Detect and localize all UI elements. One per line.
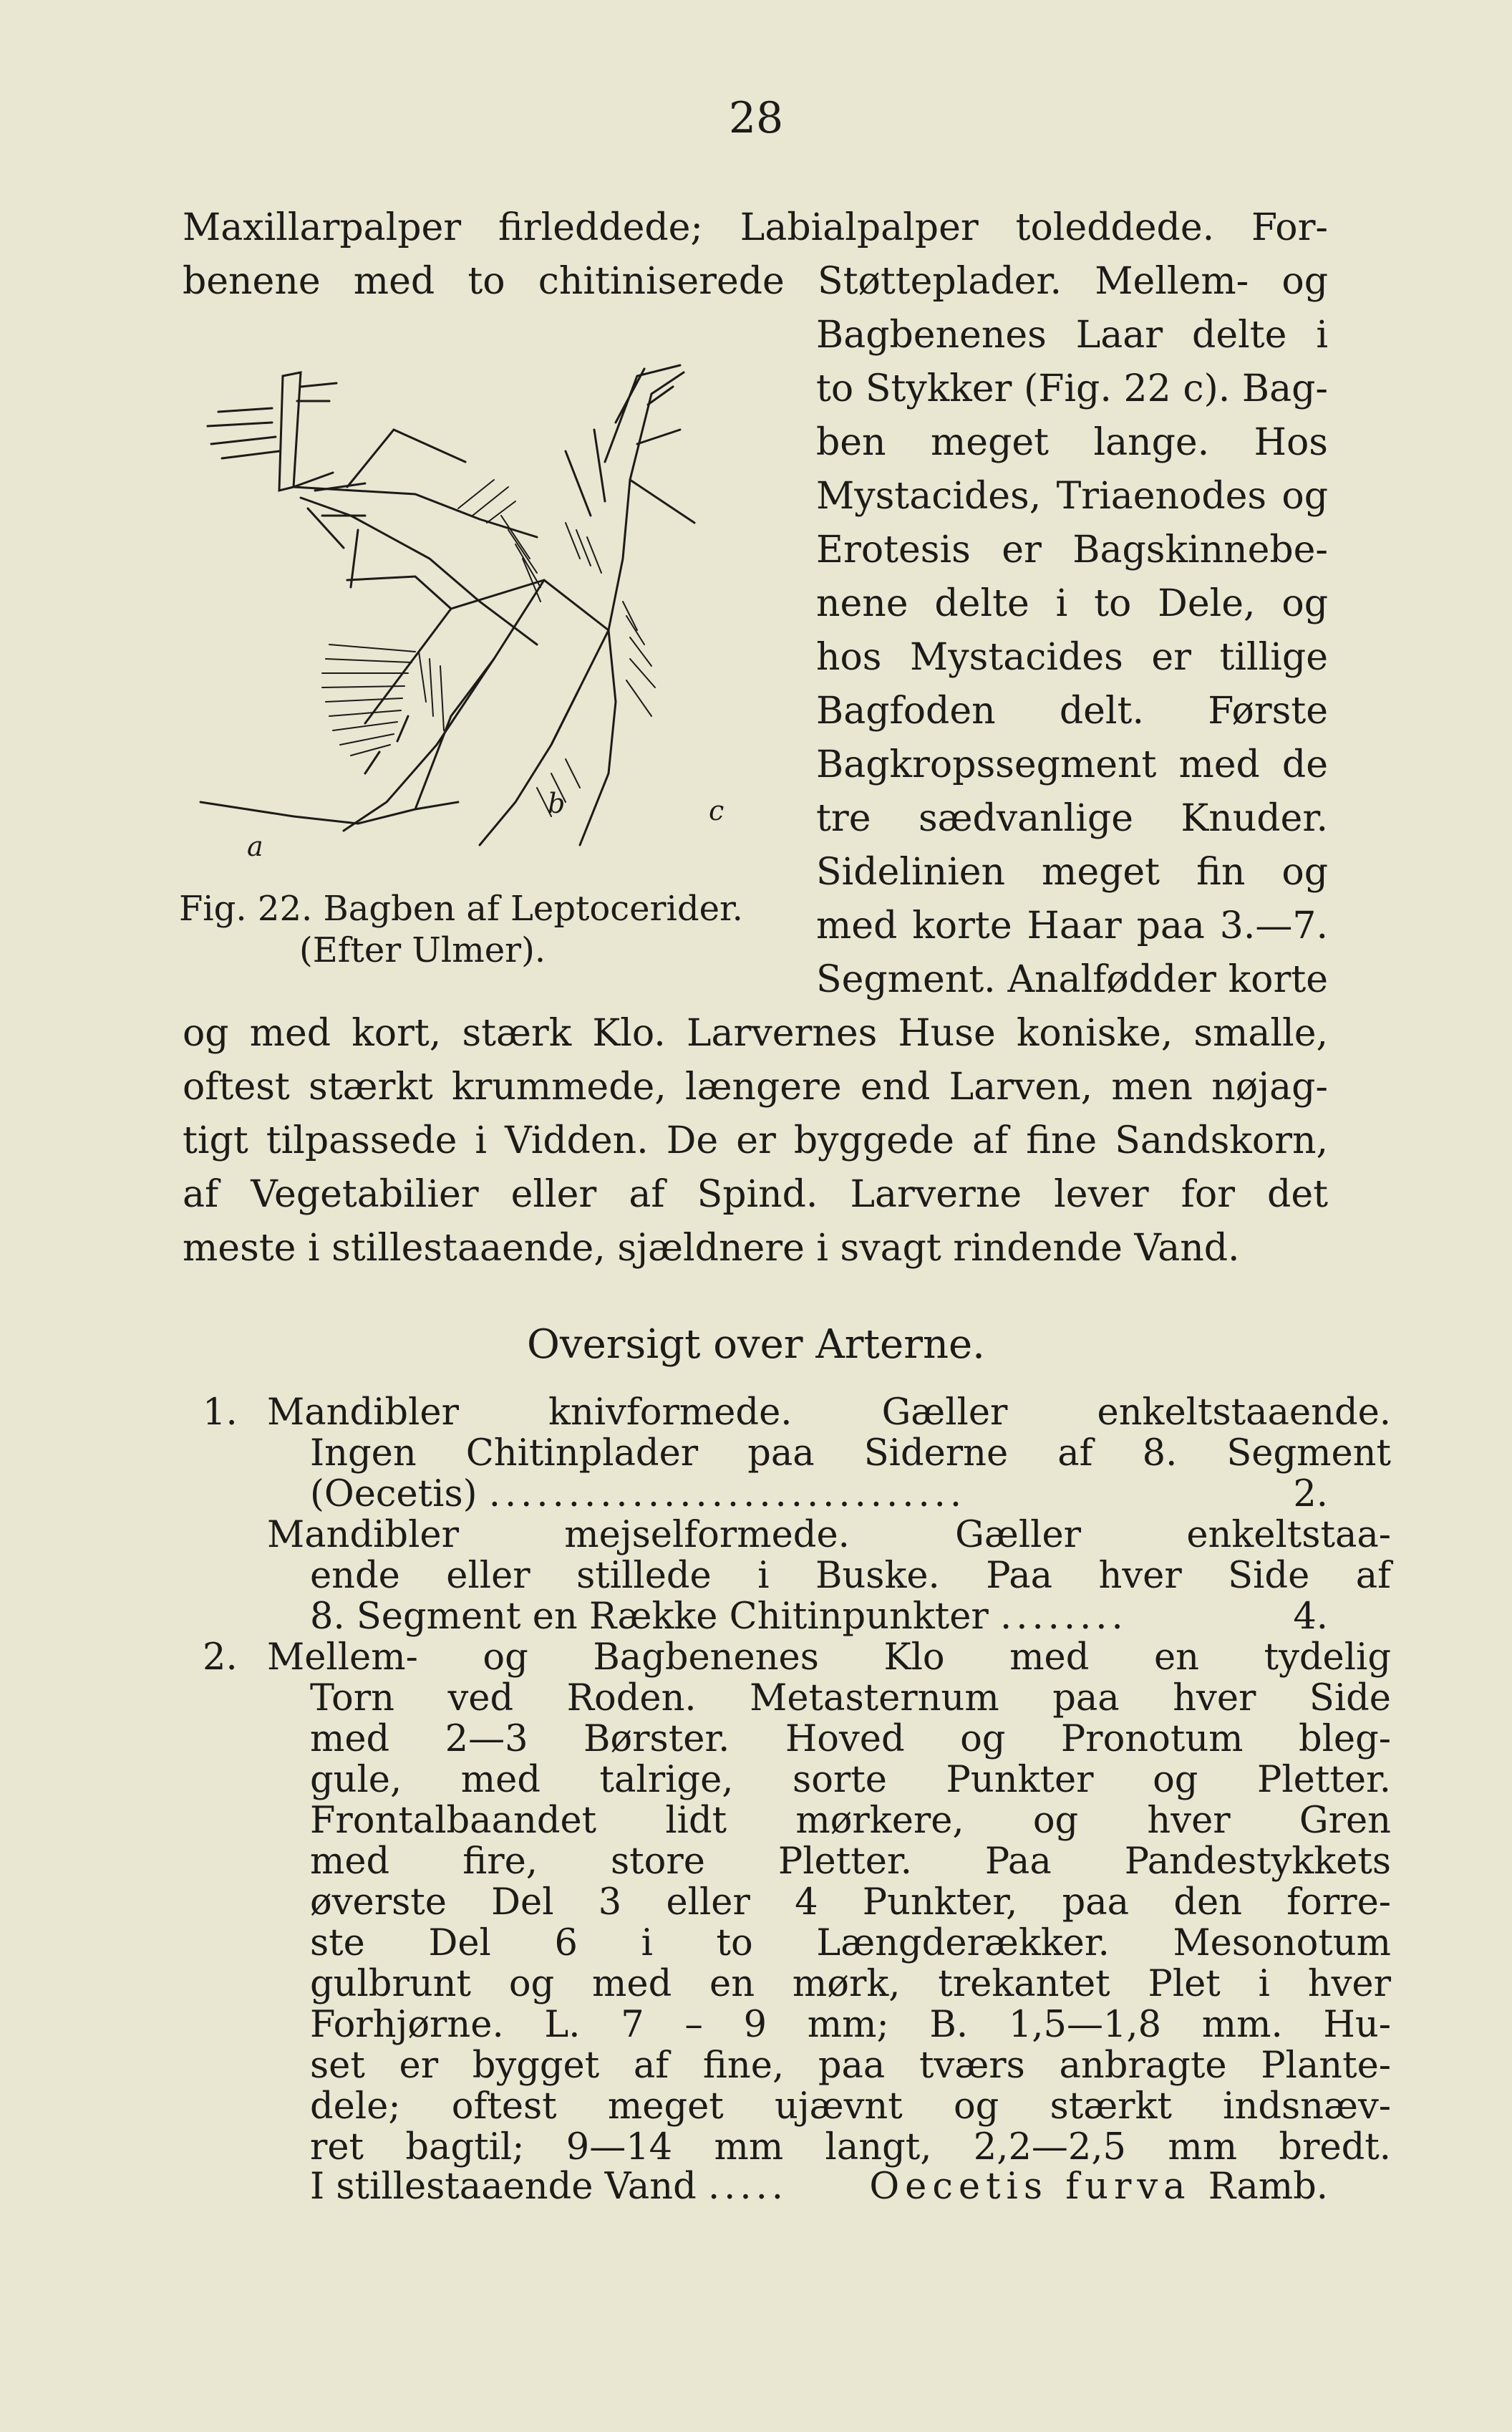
key-line (183, 1474, 1328, 1515)
key-text: øverste Del 3 eller 4 Punkter, paa den forre- (310, 1881, 1391, 1924)
figure-label-b: b (548, 788, 566, 819)
key-text: gule, med talrige, sorte Punkter og Pletter. (310, 1759, 1391, 1801)
body-line: Bagfoden delt. Første (816, 690, 1328, 733)
key-item-number: 2. (203, 1636, 238, 1679)
key-line (183, 1555, 1391, 1597)
key-lead: 8. Segment en Række Chitinpunkter ........ (310, 1596, 1128, 1638)
body-line: Bagbenenes Laar delte i (816, 314, 1328, 357)
key-line (183, 1596, 1328, 1638)
key-text: Torn ved Roden. Metasternum paa hver Side (310, 1677, 1391, 1719)
body-line: meste i stillestaaende, sjældnere i svagt rindende Vand. (183, 1227, 1240, 1270)
body-line: tigt tilpassede i Vidden. De er byggede af fine Sandskorn, (183, 1119, 1328, 1162)
key-text: Mandibler knivformede. Gæller enkeltstaaende. (267, 1391, 1391, 1434)
key-line (183, 1391, 1391, 1434)
body-line: Bagkropssegment med de (816, 743, 1328, 786)
key-final-line (310, 2166, 1328, 2208)
key-text: Mandibler mejselformede. Gæller enkeltstaa- (267, 1514, 1391, 1556)
key-text: ret bagtil; 9—14 mm langt, 2,2—2,5 mm bredt. (310, 2126, 1391, 2168)
figure-caption-line: (Efter Ulmer). (299, 930, 546, 970)
body-line: Erotesis er Bagskinnebe- (816, 529, 1328, 571)
body-line: tre sædvanlige Knuder. (816, 797, 1328, 840)
page-number: 28 (728, 93, 784, 143)
key-line (183, 1636, 1391, 1679)
key-line (183, 1881, 1391, 1924)
key-text: med fire, store Pletter. Paa Pandestykkets (310, 1840, 1391, 1883)
key-lead-text: 8. Segment en Række Chitinpunkter (310, 1596, 989, 1638)
body-line: to Stykker (Fig. 22 c). Bag- (816, 367, 1328, 410)
species-author: Ramb. (1208, 2166, 1328, 2208)
key-reference: 2. (1293, 1473, 1328, 1515)
body-line: Mystacides, Triaenodes og (816, 475, 1328, 518)
key-line (183, 2126, 1391, 2168)
key-reference: 4. (1293, 1596, 1328, 1638)
key-line (183, 1432, 1391, 1475)
figure-label-c: c (709, 795, 724, 826)
key-text: ste Del 6 i to Længderækker. Mesonotum (310, 1922, 1391, 1964)
section-title: Oversigt over Arterne. (527, 1321, 985, 1368)
key-text: Forhjørne. L. 7 – 9 mm; B. 1,5—1,8 mm. Hu- (310, 2004, 1391, 2046)
key-lead: (Oecetis) .............................. (310, 1473, 966, 1515)
body-line: Maxillarpalper firleddede; Labialpalper toleddede. For- (183, 206, 1328, 249)
body-line: Segment. Analfødder korte (816, 958, 1328, 1001)
figure-label-a: a (247, 831, 263, 862)
leg-illustration (179, 344, 795, 888)
key-item-number: 1. (203, 1391, 238, 1434)
key-lead-text: I stillestaaende Vand (310, 2166, 697, 2208)
key-lead-text: (Oecetis) (310, 1473, 478, 1515)
species-epithet: Oecetis furva (869, 2166, 1191, 2208)
body-line: oftest stærkt krummede, længere end Larven, men nøjag- (183, 1066, 1328, 1109)
key-text: gulbrunt og med en mørk, trekantet Plet i hver (310, 1963, 1391, 2005)
body-line: ben meget lange. Hos (816, 421, 1328, 464)
key-text: dele; oftest meget ujævnt og stærkt indsnæv- (310, 2085, 1391, 2128)
body-line: nene delte i to Dele, og (816, 582, 1328, 625)
key-text: med 2—3 Børster. Hoved og Pronotum bleg- (310, 1718, 1391, 1760)
key-line (183, 1963, 1391, 2005)
key-text: Frontalbaandet lidt mørkere, og hver Gren (310, 1800, 1391, 1842)
body-line: med korte Haar paa 3.—7. (816, 904, 1328, 947)
figure-caption-line: Fig. 22. Bagben af Leptocerider. (179, 889, 743, 929)
body-line: Sidelinien meget fin og (816, 851, 1328, 894)
body-line: og med kort, stærk Klo. Larvernes Huse koniske, smalle, (183, 1012, 1328, 1055)
key-line (183, 1718, 1391, 1760)
key-text: set er bygget af fine, paa tværs anbragte Plante- (310, 2045, 1391, 2087)
key-line (183, 2004, 1391, 2046)
key-text: Ingen Chitinplader paa Siderne af 8. Segment (310, 1432, 1391, 1475)
key-line (183, 1922, 1391, 1964)
key-line (183, 2045, 1391, 2087)
body-line: af Vegetabilier eller af Spind. Larverne lever for det (183, 1173, 1328, 1216)
key-text: ende eller stillede i Buske. Paa hver Side af (310, 1555, 1391, 1597)
key-line (183, 1840, 1391, 1883)
body-line: hos Mystacides er tillige (816, 636, 1328, 679)
key-lead: I stillestaaende Vand ..... (310, 2166, 788, 2208)
key-line (183, 1800, 1391, 1842)
key-line (183, 2085, 1391, 2128)
figure-caption (179, 888, 809, 971)
key-line (183, 1514, 1391, 1556)
key-line (183, 1677, 1391, 1719)
body-line: benene med to chitiniserede Støtteplader. Mellem- og (183, 260, 1328, 303)
key-line (183, 1759, 1391, 1801)
key-text: Mellem- og Bagbenenes Klo med en tydelig (267, 1636, 1391, 1679)
species-name (869, 2166, 1328, 2208)
